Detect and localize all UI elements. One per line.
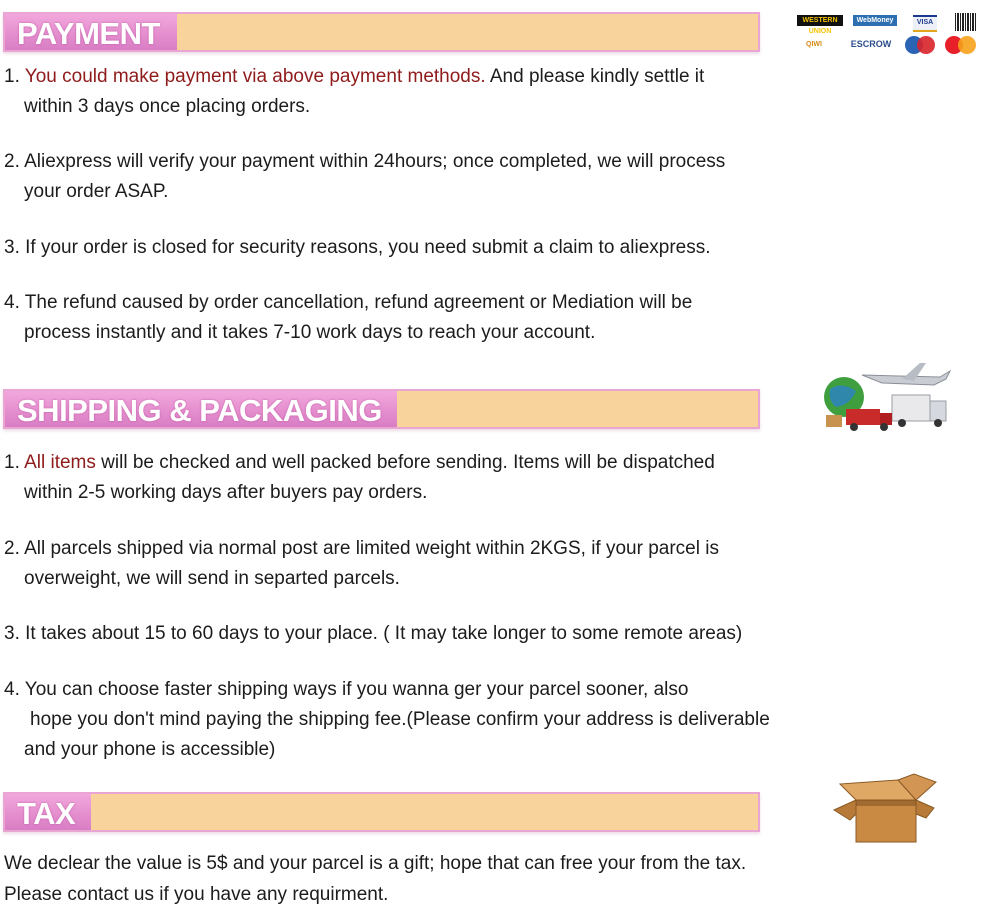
visa-logo: VISA: [913, 15, 937, 32]
mastercard-logo: [945, 36, 979, 54]
escrow-logo: ESCROW: [850, 39, 892, 49]
shipping-item-2: 2. All parcels shipped via normal post are limited weight within 2KGS, if your parcel is overweight, we will send in separted parcels.: [4, 538, 719, 589]
shipping-item-4: 4. You can choose faster shipping ways if you wanna ger your parcel sooner, also hope you don't mind paying the shipping fee.(Please confirm your address is deliverable and your phone is accessible): [4, 679, 770, 760]
webmoney-logo: WebMoney: [853, 15, 897, 26]
qiwi-logo: QIWI: [806, 41, 822, 48]
tax-line-2: Please contact us if you have any requirment.: [4, 884, 389, 905]
payment-item-4: 4. The refund caused by order cancellation, refund agreement or Mediation will be process instantly and it takes 7-10 work days to reach your account.: [4, 292, 693, 343]
shipping-illustration-icon: [822, 355, 952, 437]
shipping-title: SHIPPING & PACKAGING: [17, 393, 382, 428]
payment-banner: [3, 12, 760, 52]
maestro-logo: [905, 36, 935, 54]
payment-methods-logos: [795, 12, 985, 60]
shipping-item-1: 1. All items will be checked and well packed before sending. Items will be dispatched within 2-5 working days after buyers pay orders.: [4, 452, 715, 503]
western-union-logo: WESTERN UNION: [797, 15, 843, 26]
payment-title: PAYMENT: [17, 16, 160, 51]
payment-item-2: 2. Aliexpress will verify your payment within 24hours; once completed, we will process your order ASAP.: [4, 151, 726, 202]
shipping-banner: [3, 389, 760, 429]
tax-banner: [3, 792, 760, 832]
boleto-logo: [955, 13, 977, 31]
tax-line-1: We declear the value is 5$ and your parcel is a gift; hope that can free your from the tax.: [4, 853, 747, 874]
payment-item-1: 1. You could make payment via above payment methods. And please kindly settle it within 3 days once placing orders.: [4, 66, 705, 117]
payment-item-3: 3. If your order is closed for security reasons, you need submit a claim to aliexpress.: [4, 237, 711, 258]
shipping-item-3: 3. It takes about 15 to 60 days to your place. ( It may take longer to some remote areas): [4, 623, 743, 644]
tax-title: TAX: [17, 796, 76, 831]
cardboard-box-icon: [830, 770, 942, 846]
